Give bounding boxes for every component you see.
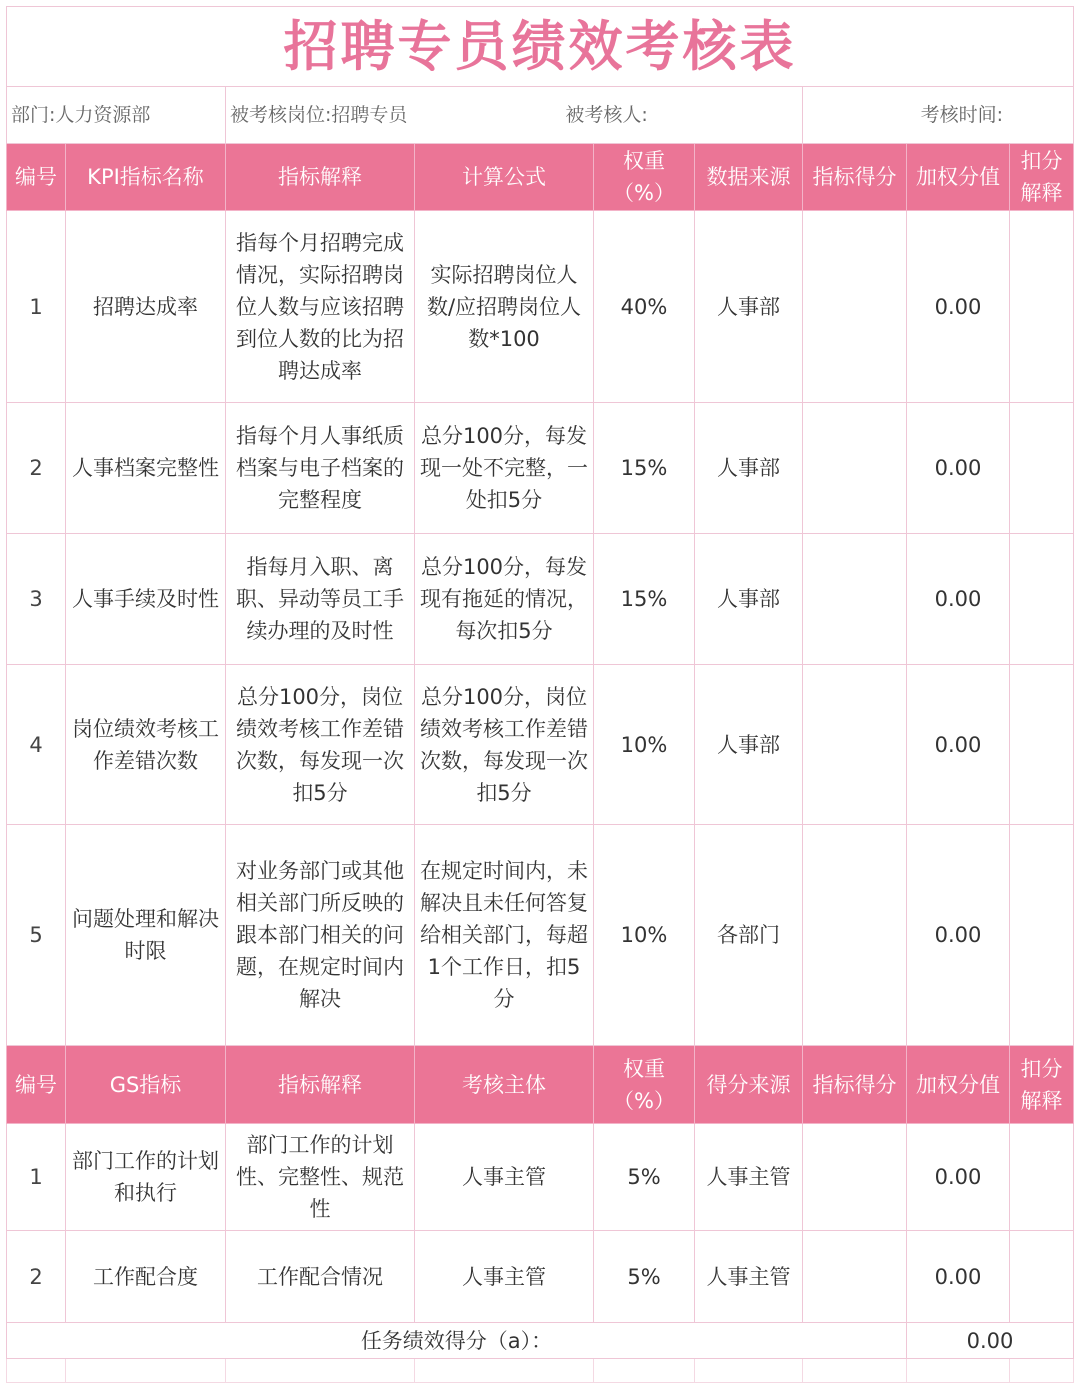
kpi-weighted: 0.00 xyxy=(907,825,1010,1046)
total-row xyxy=(7,1323,1074,1359)
kpi-header-row xyxy=(7,144,1074,211)
table-row xyxy=(7,1124,1074,1231)
kpi-score[interactable] xyxy=(803,403,907,534)
gs-header-cell: 扣分解释 xyxy=(1010,1046,1074,1124)
blank-cell xyxy=(907,1359,1010,1383)
kpi-explain: 对业务部门或其他相关部门所反映的跟本部门相关的问题，在规定时间内解决 xyxy=(226,825,415,1046)
kpi-no: 5 xyxy=(7,825,66,1046)
kpi-name: 人事档案完整性 xyxy=(66,403,226,534)
kpi-source: 人事部 xyxy=(695,534,803,665)
assessee-label: 被考核人: xyxy=(565,104,648,126)
kpi-score[interactable] xyxy=(803,211,907,403)
blank-cell xyxy=(7,1359,66,1383)
kpi-score[interactable] xyxy=(803,665,907,825)
kpi-source: 人事部 xyxy=(695,211,803,403)
kpi-name: 人事手续及时性 xyxy=(66,534,226,665)
blank-cell xyxy=(1010,1359,1074,1383)
blank-cell xyxy=(226,1359,415,1383)
blank-cell xyxy=(803,1359,907,1383)
kpi-header-cell: KPI指标名称 xyxy=(66,144,226,211)
assessment-time-cell: 考核时间: xyxy=(803,87,1074,144)
gs-subject: 人事主管 xyxy=(415,1231,594,1323)
kpi-weighted: 0.00 xyxy=(907,534,1010,665)
kpi-score[interactable] xyxy=(803,534,907,665)
department-label: 部门: xyxy=(11,104,56,126)
kpi-deduct[interactable] xyxy=(1010,211,1074,403)
kpi-source: 各部门 xyxy=(695,825,803,1046)
gs-header-cell: 编号 xyxy=(7,1046,66,1124)
kpi-weighted: 0.00 xyxy=(907,403,1010,534)
kpi-weight: 10% xyxy=(594,825,695,1046)
kpi-weight: 15% xyxy=(594,403,695,534)
kpi-no: 2 xyxy=(7,403,66,534)
kpi-source: 人事部 xyxy=(695,403,803,534)
kpi-formula: 在规定时间内，未解决且未任何答复给相关部门，每超1个工作日，扣5分 xyxy=(415,825,594,1046)
gs-source: 人事主管 xyxy=(695,1231,803,1323)
kpi-formula: 总分100分，岗位绩效考核工作差错次数，每发现一次扣5分 xyxy=(415,665,594,825)
blank-cell xyxy=(594,1359,695,1383)
table-row xyxy=(7,211,1074,403)
gs-weighted: 0.00 xyxy=(907,1231,1010,1323)
gs-score[interactable] xyxy=(803,1231,907,1323)
kpi-no: 4 xyxy=(7,665,66,825)
gs-source: 人事主管 xyxy=(695,1124,803,1231)
department-value: 人力资源部 xyxy=(55,104,151,126)
kpi-name: 招聘达成率 xyxy=(66,211,226,403)
position-assessee-cell xyxy=(226,87,803,144)
kpi-assessment-table xyxy=(6,6,1074,1383)
kpi-no: 1 xyxy=(7,211,66,403)
blank-cell xyxy=(415,1359,594,1383)
position-value: 招聘专员 xyxy=(331,104,408,126)
kpi-formula: 总分100分，每发现有拖延的情况，每次扣5分 xyxy=(415,534,594,665)
gs-header-cell: 加权分值 xyxy=(907,1046,1010,1124)
kpi-name: 问题处理和解决时限 xyxy=(66,825,226,1046)
gs-header-cell: 权重（%） xyxy=(594,1046,695,1124)
kpi-score[interactable] xyxy=(803,825,907,1046)
kpi-deduct[interactable] xyxy=(1010,403,1074,534)
kpi-no: 3 xyxy=(7,534,66,665)
gs-no: 2 xyxy=(7,1231,66,1323)
gs-score[interactable] xyxy=(803,1124,907,1231)
gs-weight: 5% xyxy=(594,1124,695,1231)
total-label: 任务绩效得分（a）： xyxy=(7,1323,907,1359)
kpi-formula: 总分100分，每发现一处不完整，一处扣5分 xyxy=(415,403,594,534)
kpi-weight: 40% xyxy=(594,211,695,403)
kpi-weighted: 0.00 xyxy=(907,665,1010,825)
kpi-explain: 指每个月招聘完成情况，实际招聘岗位人数与应该招聘到位人数的比为招聘达成率 xyxy=(226,211,415,403)
gs-weighted: 0.00 xyxy=(907,1124,1010,1231)
gs-header-cell: 考核主体 xyxy=(415,1046,594,1124)
kpi-explain: 指每月入职、离职、异动等员工手续办理的及时性 xyxy=(226,534,415,665)
kpi-header-cell: 指标解释 xyxy=(226,144,415,211)
gs-no: 1 xyxy=(7,1124,66,1231)
kpi-header-cell: 加权分值 xyxy=(907,144,1010,211)
gs-explain: 部门工作的计划性、完整性、规范性 xyxy=(226,1124,415,1231)
kpi-weight: 15% xyxy=(594,534,695,665)
kpi-header-cell: 数据来源 xyxy=(695,144,803,211)
blank-cell xyxy=(66,1359,226,1383)
gs-header-cell: 得分来源 xyxy=(695,1046,803,1124)
gs-name: 工作配合度 xyxy=(66,1231,226,1323)
blank-cell xyxy=(695,1359,803,1383)
kpi-deduct[interactable] xyxy=(1010,825,1074,1046)
kpi-formula: 实际招聘岗位人数/应招聘岗位人数*100 xyxy=(415,211,594,403)
blank-row xyxy=(7,1359,1074,1383)
info-row xyxy=(7,87,1074,144)
kpi-header-cell: 编号 xyxy=(7,144,66,211)
kpi-weighted: 0.00 xyxy=(907,211,1010,403)
department-cell xyxy=(7,87,226,144)
kpi-weight: 10% xyxy=(594,665,695,825)
table-row xyxy=(7,403,1074,534)
gs-deduct[interactable] xyxy=(1010,1231,1074,1323)
gs-explain: 工作配合情况 xyxy=(226,1231,415,1323)
kpi-header-cell: 扣分解释 xyxy=(1010,144,1074,211)
kpi-explain: 指每个月人事纸质档案与电子档案的完整程度 xyxy=(226,403,415,534)
kpi-header-cell: 指标得分 xyxy=(803,144,907,211)
kpi-header-cell: 计算公式 xyxy=(415,144,594,211)
page-title: 招聘专员绩效考核表 xyxy=(7,7,1074,87)
gs-header-cell: 指标解释 xyxy=(226,1046,415,1124)
table-row xyxy=(7,665,1074,825)
gs-name: 部门工作的计划和执行 xyxy=(66,1124,226,1231)
gs-header-cell: GS指标 xyxy=(66,1046,226,1124)
kpi-deduct[interactable] xyxy=(1010,665,1074,825)
kpi-explain: 总分100分，岗位绩效考核工作差错次数，每发现一次扣5分 xyxy=(226,665,415,825)
total-value: 0.00 xyxy=(907,1323,1074,1359)
gs-header-row xyxy=(7,1046,1074,1124)
kpi-source: 人事部 xyxy=(695,665,803,825)
position-label: 被考核岗位: xyxy=(230,104,332,126)
gs-header-cell: 指标得分 xyxy=(803,1046,907,1124)
table-row xyxy=(7,534,1074,665)
kpi-header-cell: 权重（%） xyxy=(594,144,695,211)
table-row xyxy=(7,825,1074,1046)
gs-deduct[interactable] xyxy=(1010,1124,1074,1231)
kpi-deduct[interactable] xyxy=(1010,534,1074,665)
kpi-name: 岗位绩效考核工作差错次数 xyxy=(66,665,226,825)
gs-subject: 人事主管 xyxy=(415,1124,594,1231)
table-row xyxy=(7,1231,1074,1323)
gs-weight: 5% xyxy=(594,1231,695,1323)
